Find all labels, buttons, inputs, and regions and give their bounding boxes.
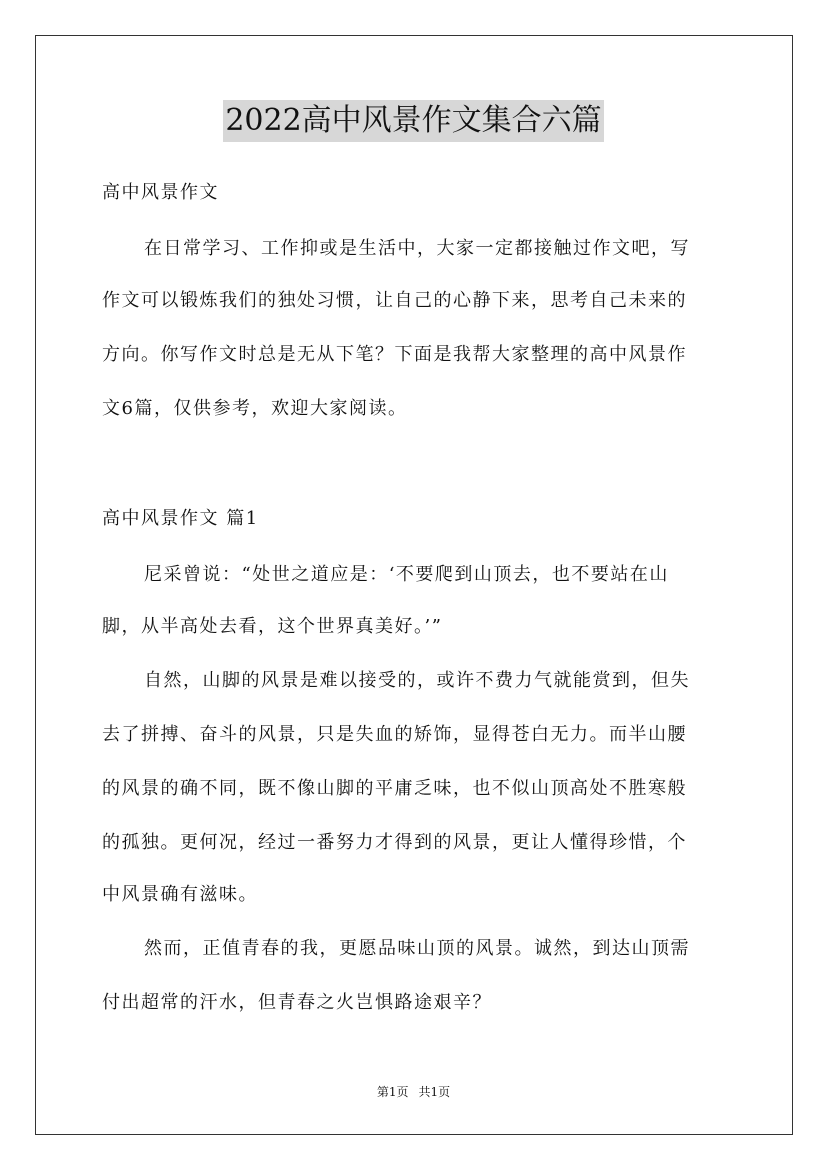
document-title: 2022高中风景作文集合六篇: [223, 100, 603, 142]
essay1-line: 的孤独。更何况，经过一番努力才得到的风景，更让人懂得珍惜，个: [102, 832, 687, 853]
page-total: 共1页: [418, 1085, 451, 1099]
intro-line: 文6篇，仅供参考，欢迎大家阅读。: [102, 398, 408, 419]
essay1-line: 去了拼搏、奋斗的风景，只是失血的矫饰，显得苍白无力。而半山腰: [102, 724, 687, 745]
essay1-line: 付出超常的汗水，但青春之火岂惧路途艰辛？: [102, 992, 492, 1013]
title-container: [0, 100, 827, 142]
intro-line: 作文可以锻炼我们的独处习惯，让自己的心静下来，思考自己未来的: [102, 290, 687, 311]
intro-line: 在日常学习、工作抑或是生活中，大家一定都接触过作文吧，写: [144, 238, 690, 259]
intro-line: 方向。你写作文时总是无从下笔？下面是我帮大家整理的高中风景作: [102, 344, 687, 365]
essay1-line: 中风景确有滋味。: [102, 884, 258, 905]
essay1-line: 的风景的确不同，既不像山脚的平庸乏味，也不似山顶高处不胜寒般: [102, 778, 687, 799]
page-footer: [0, 1082, 827, 1102]
essay1-line: 然而，正值青春的我，更愿品味山顶的风景。诚然，到达山顶需: [144, 938, 690, 959]
essay1-heading: 高中风景作文 篇1: [102, 508, 259, 529]
essay1-line: 脚，从半高处去看，这个世界真美好。’”: [102, 616, 443, 637]
essay1-line: 自然，山脚的风景是难以接受的，或许不费力气就能赏到，但失: [144, 670, 690, 691]
intro-heading: 高中风景作文: [102, 182, 219, 203]
essay1-line: 尼采曾说：“处世之道应是：‘不要爬到山顶去，也不要站在山: [144, 564, 669, 585]
page-number: 第1页: [376, 1085, 409, 1099]
